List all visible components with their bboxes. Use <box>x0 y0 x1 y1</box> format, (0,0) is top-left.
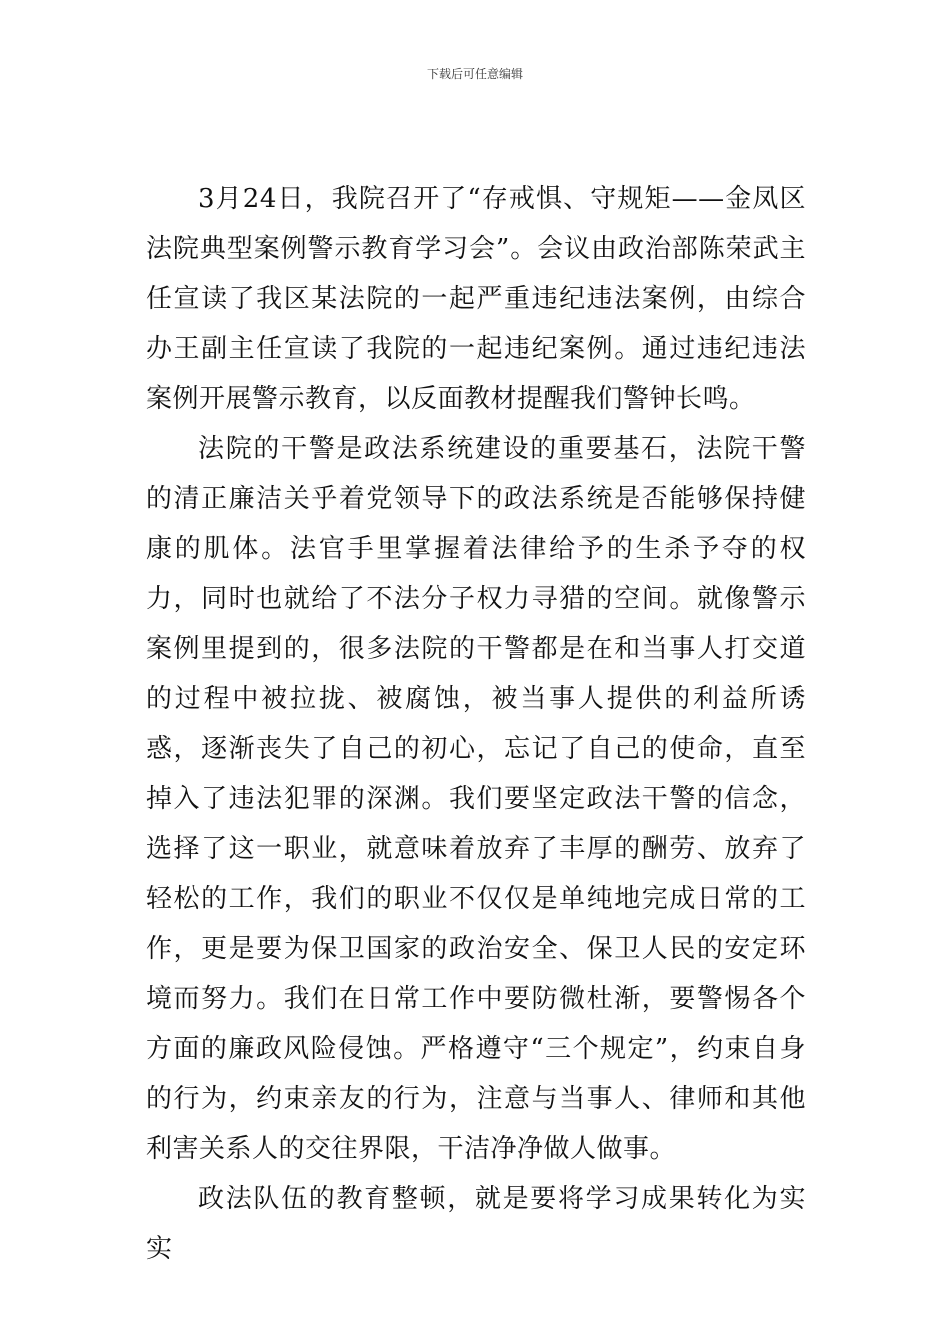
page-header-note: 下载后可任意编辑 <box>426 67 523 81</box>
document-body <box>146 174 806 1274</box>
paragraph: 政法队伍的教育整顿，就是要将学习成果转化为实实 <box>146 1184 806 1264</box>
paragraph: 法院的干警是政法系统建设的重要基石，法院干警的清正廉洁关乎着党领导下的政法系统是否能够保持健康的肌体。法官手里掌握着法律给予的生杀予夺的权力，同时也就给了不法分子权力寻猎的空间。就像警示案例里提到的，很多法院的干警都是在和当事人打交道的过程中被拉拢、被腐蚀，被当事人提供的利益所诱惑，逐渐丧失了自己的初心，忘记了自己的使命，直至掉入了违法犯罪的深渊。我们要坚定政法干警的信念，选择了这一职业，就意味着放弃了丰厚的酬劳、放弃了轻松的工作，我们的职业不仅仅是单纯地完成日常的工作，更是要为保卫国家的政治安全、保卫人民的安定环境而努力。我们在日常工作中要防微杜渐，要警惕各个方面的廉政风险侵蚀。严格遵守“三个规定”，约束自身的行为，约束亲友的行为，注意与当事人、律师和其他利害关系人的交往界限，干洁净净做人做事。 <box>146 434 806 1164</box>
paragraph: 3月24日，我院召开了“存戒惧、守规矩——金凤区法院典型案例警示教育学习会”。会议由政治部陈荣武主任宣读了我区某法院的一起严重违纪违法案例，由综合办王副主任宣读了我院的一起违纪案例。通过违纪违法案例开展警示教育，以反面教材提醒我们警钟长鸣。 <box>146 184 806 414</box>
